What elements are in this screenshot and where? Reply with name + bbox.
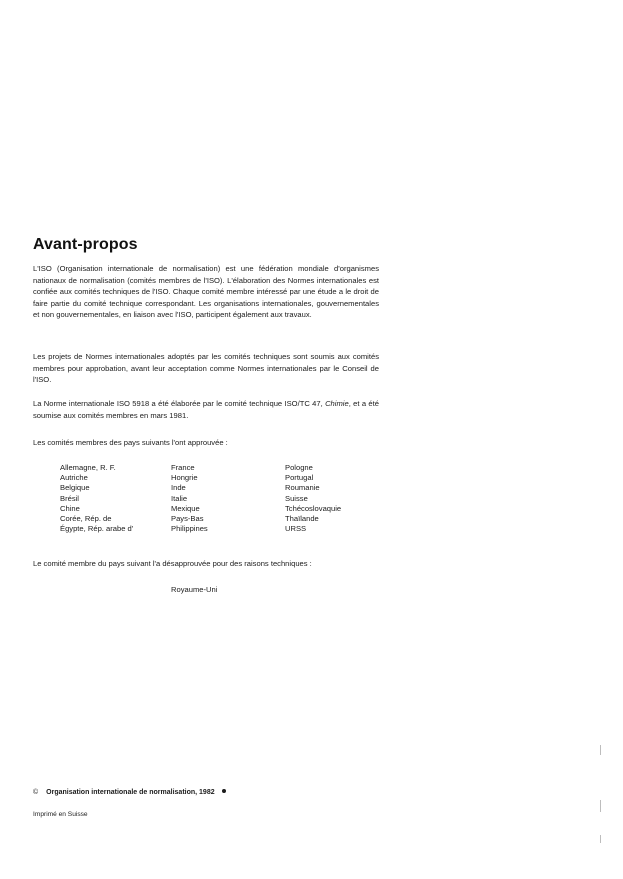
country-item: Italie — [171, 493, 188, 503]
country-item: Philippines — [171, 524, 208, 534]
country-item: Brésil — [60, 493, 79, 503]
countries-column-3 — [285, 463, 341, 534]
countries-column-1 — [60, 463, 133, 534]
country-item: Thaïlande — [285, 514, 319, 524]
scan-artifact — [600, 745, 601, 755]
country-item: Corée, Rép. de — [60, 514, 112, 524]
copyright-text: Organisation internationale de normalisation, 1982 — [46, 789, 215, 796]
standard-text-after: , et a été soumise aux comités membres en mars 1981. — [33, 399, 379, 420]
printed-in-note: Imprimé en Suisse — [33, 811, 88, 818]
country-item: Pologne — [285, 463, 313, 472]
countries-column-2 — [171, 463, 208, 534]
country-item: Hongrie — [171, 473, 198, 483]
country-item: Roumanie — [285, 483, 320, 493]
page-title: Avant-propos — [33, 236, 138, 253]
country-item: France — [171, 463, 195, 472]
bullet-icon — [222, 789, 226, 793]
country-item: Allemagne, R. F. — [60, 463, 116, 472]
approving-countries-list — [60, 463, 380, 543]
disapproving-country: Royaume-Uni — [171, 585, 218, 594]
foreword-paragraph-iso: L'ISO (Organisation internationale de normalisation) est une fédération mondiale d'organismes nationaux de normalisation (comités membres de l'ISO). L'élaboration des Normes internationales est confiée aux comités techniques de l'ISO. Chaque comité membre intéressé par une étude a le droit de faire partie du comité technique correspondant. Les organisations internationales, gouvernementales et non gouvernementales, en liaison avec l'ISO, participent également aux travaux. — [33, 264, 379, 320]
country-item: URSS — [285, 524, 307, 534]
scan-artifact — [600, 835, 601, 843]
disapproval-intro: Le comité membre du pays suivant l'a désapprouvée pour des raisons techniques : — [33, 559, 312, 568]
scan-artifact — [600, 800, 601, 812]
country-item: Portugal — [285, 473, 314, 483]
approval-intro: Les comités membres des pays suivants l'ont approuvée : — [33, 438, 228, 447]
country-item: Autriche — [60, 473, 88, 483]
country-item: Mexique — [171, 503, 200, 513]
copyright-icon: © — [33, 789, 39, 796]
foreword-paragraph-drafts: Les projets de Normes internationales adoptés par les comités techniques sont soumis aux comités membres pour approbation, avant leur acceptation comme Normes internationales par le Conseil de l'ISO. — [33, 352, 379, 385]
country-item: Inde — [171, 483, 186, 493]
country-item: Tchécoslovaquie — [285, 503, 342, 513]
country-item: Pays-Bas — [171, 514, 204, 524]
country-item: Belgique — [60, 483, 90, 493]
committee-name: Chimie — [325, 399, 349, 408]
copyright-line — [33, 789, 226, 796]
foreword-paragraph-standard — [33, 398, 379, 421]
country-item: Suisse — [285, 493, 308, 503]
country-item: Égypte, Rép. arabe d' — [60, 524, 134, 534]
standard-text-before: La Norme internationale ISO 5918 a été élaborée par le comité technique ISO/TC 47, — [33, 399, 326, 408]
country-item: Chine — [60, 503, 80, 513]
